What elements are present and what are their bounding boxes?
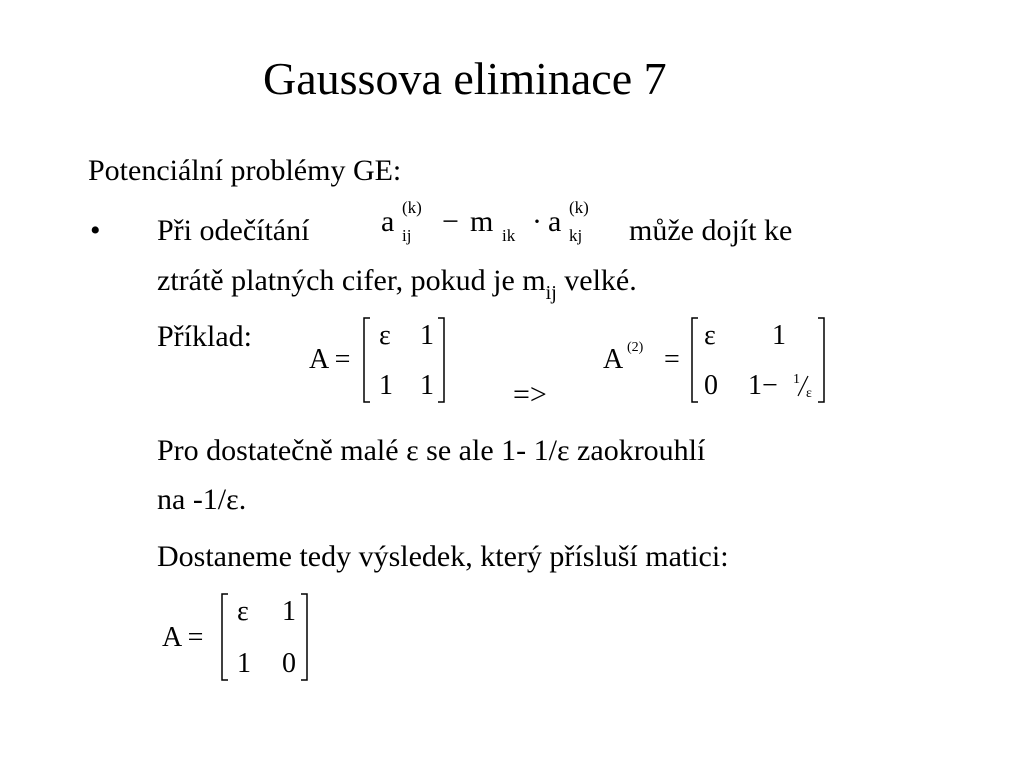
implies-arrow: => <box>513 378 547 411</box>
matrix-a2-eq: = <box>664 344 680 375</box>
matrix-a2-frac-den: ε <box>806 386 812 401</box>
bullet-marker: • <box>90 214 101 247</box>
matrix-result-cell-21: 1 <box>237 648 251 679</box>
formula-b: a <box>548 205 562 238</box>
matrix-a2-lhs: A <box>603 344 624 375</box>
matrix-a2-cell-12: 1 <box>772 320 786 351</box>
formula-a-sup: (k) <box>402 198 422 217</box>
bullet-line2-subscript: ij <box>545 282 557 304</box>
formula-m: m <box>470 205 494 238</box>
matrix-a-cell-12: 1 <box>420 320 434 351</box>
bullet-line2-tail: velké. <box>556 264 637 297</box>
bullet-line2-text: ztrátě platných cifer, pokud je m <box>157 264 546 297</box>
matrix-result-cell-12: 1 <box>282 596 296 627</box>
matrix-a2-lhs-sup: (2) <box>627 340 644 355</box>
formula-minus: − <box>442 205 459 238</box>
example-label: Příklad: <box>157 320 252 353</box>
matrix-a2-cell-21: 0 <box>704 370 718 401</box>
paragraph-rounding-line1: Pro dostatečně malé ε se ale 1- 1/ε zaokrouhlí <box>157 434 706 467</box>
matrix-a2-frac-num: 1 <box>793 372 800 387</box>
formula-b-sup: (k) <box>569 198 589 217</box>
matrix-a-cell-11: ε <box>379 320 391 351</box>
bullet-text-part1: Při odečítání <box>157 214 310 247</box>
slide-title: Gaussova eliminace 7 <box>263 53 667 104</box>
matrix-result-cell-11: ε <box>237 596 249 627</box>
formula-a-sub: ij <box>402 226 412 245</box>
matrix-a-cell-22: 1 <box>420 370 434 401</box>
matrix-a-cell-21: 1 <box>379 370 393 401</box>
matrix-result-lhs: A = <box>162 622 204 653</box>
matrix-result-cell-22: 0 <box>282 648 296 679</box>
formula-dot: · <box>532 205 542 238</box>
formula-b-sub: kj <box>569 226 583 245</box>
bullet-text-line2 <box>157 264 637 304</box>
intro-text: Potenciální problémy GE: <box>88 154 402 187</box>
paragraph-rounding-line2: na -1/ε. <box>157 483 247 516</box>
formula-m-sub: ik <box>502 226 516 245</box>
matrix-a2-cell-11: ε <box>704 320 716 351</box>
bullet-text-part2: může dojít ke <box>629 214 793 247</box>
matrix-a-brackets <box>360 316 450 406</box>
paragraph-result: Dostaneme tedy výsledek, který přísluší matici: <box>157 540 729 573</box>
matrix-a-lhs: A = <box>309 344 351 375</box>
matrix-a2-cell-22: 1− <box>748 370 778 401</box>
matrix-result-brackets <box>218 592 313 684</box>
formula-a: a <box>381 205 395 238</box>
